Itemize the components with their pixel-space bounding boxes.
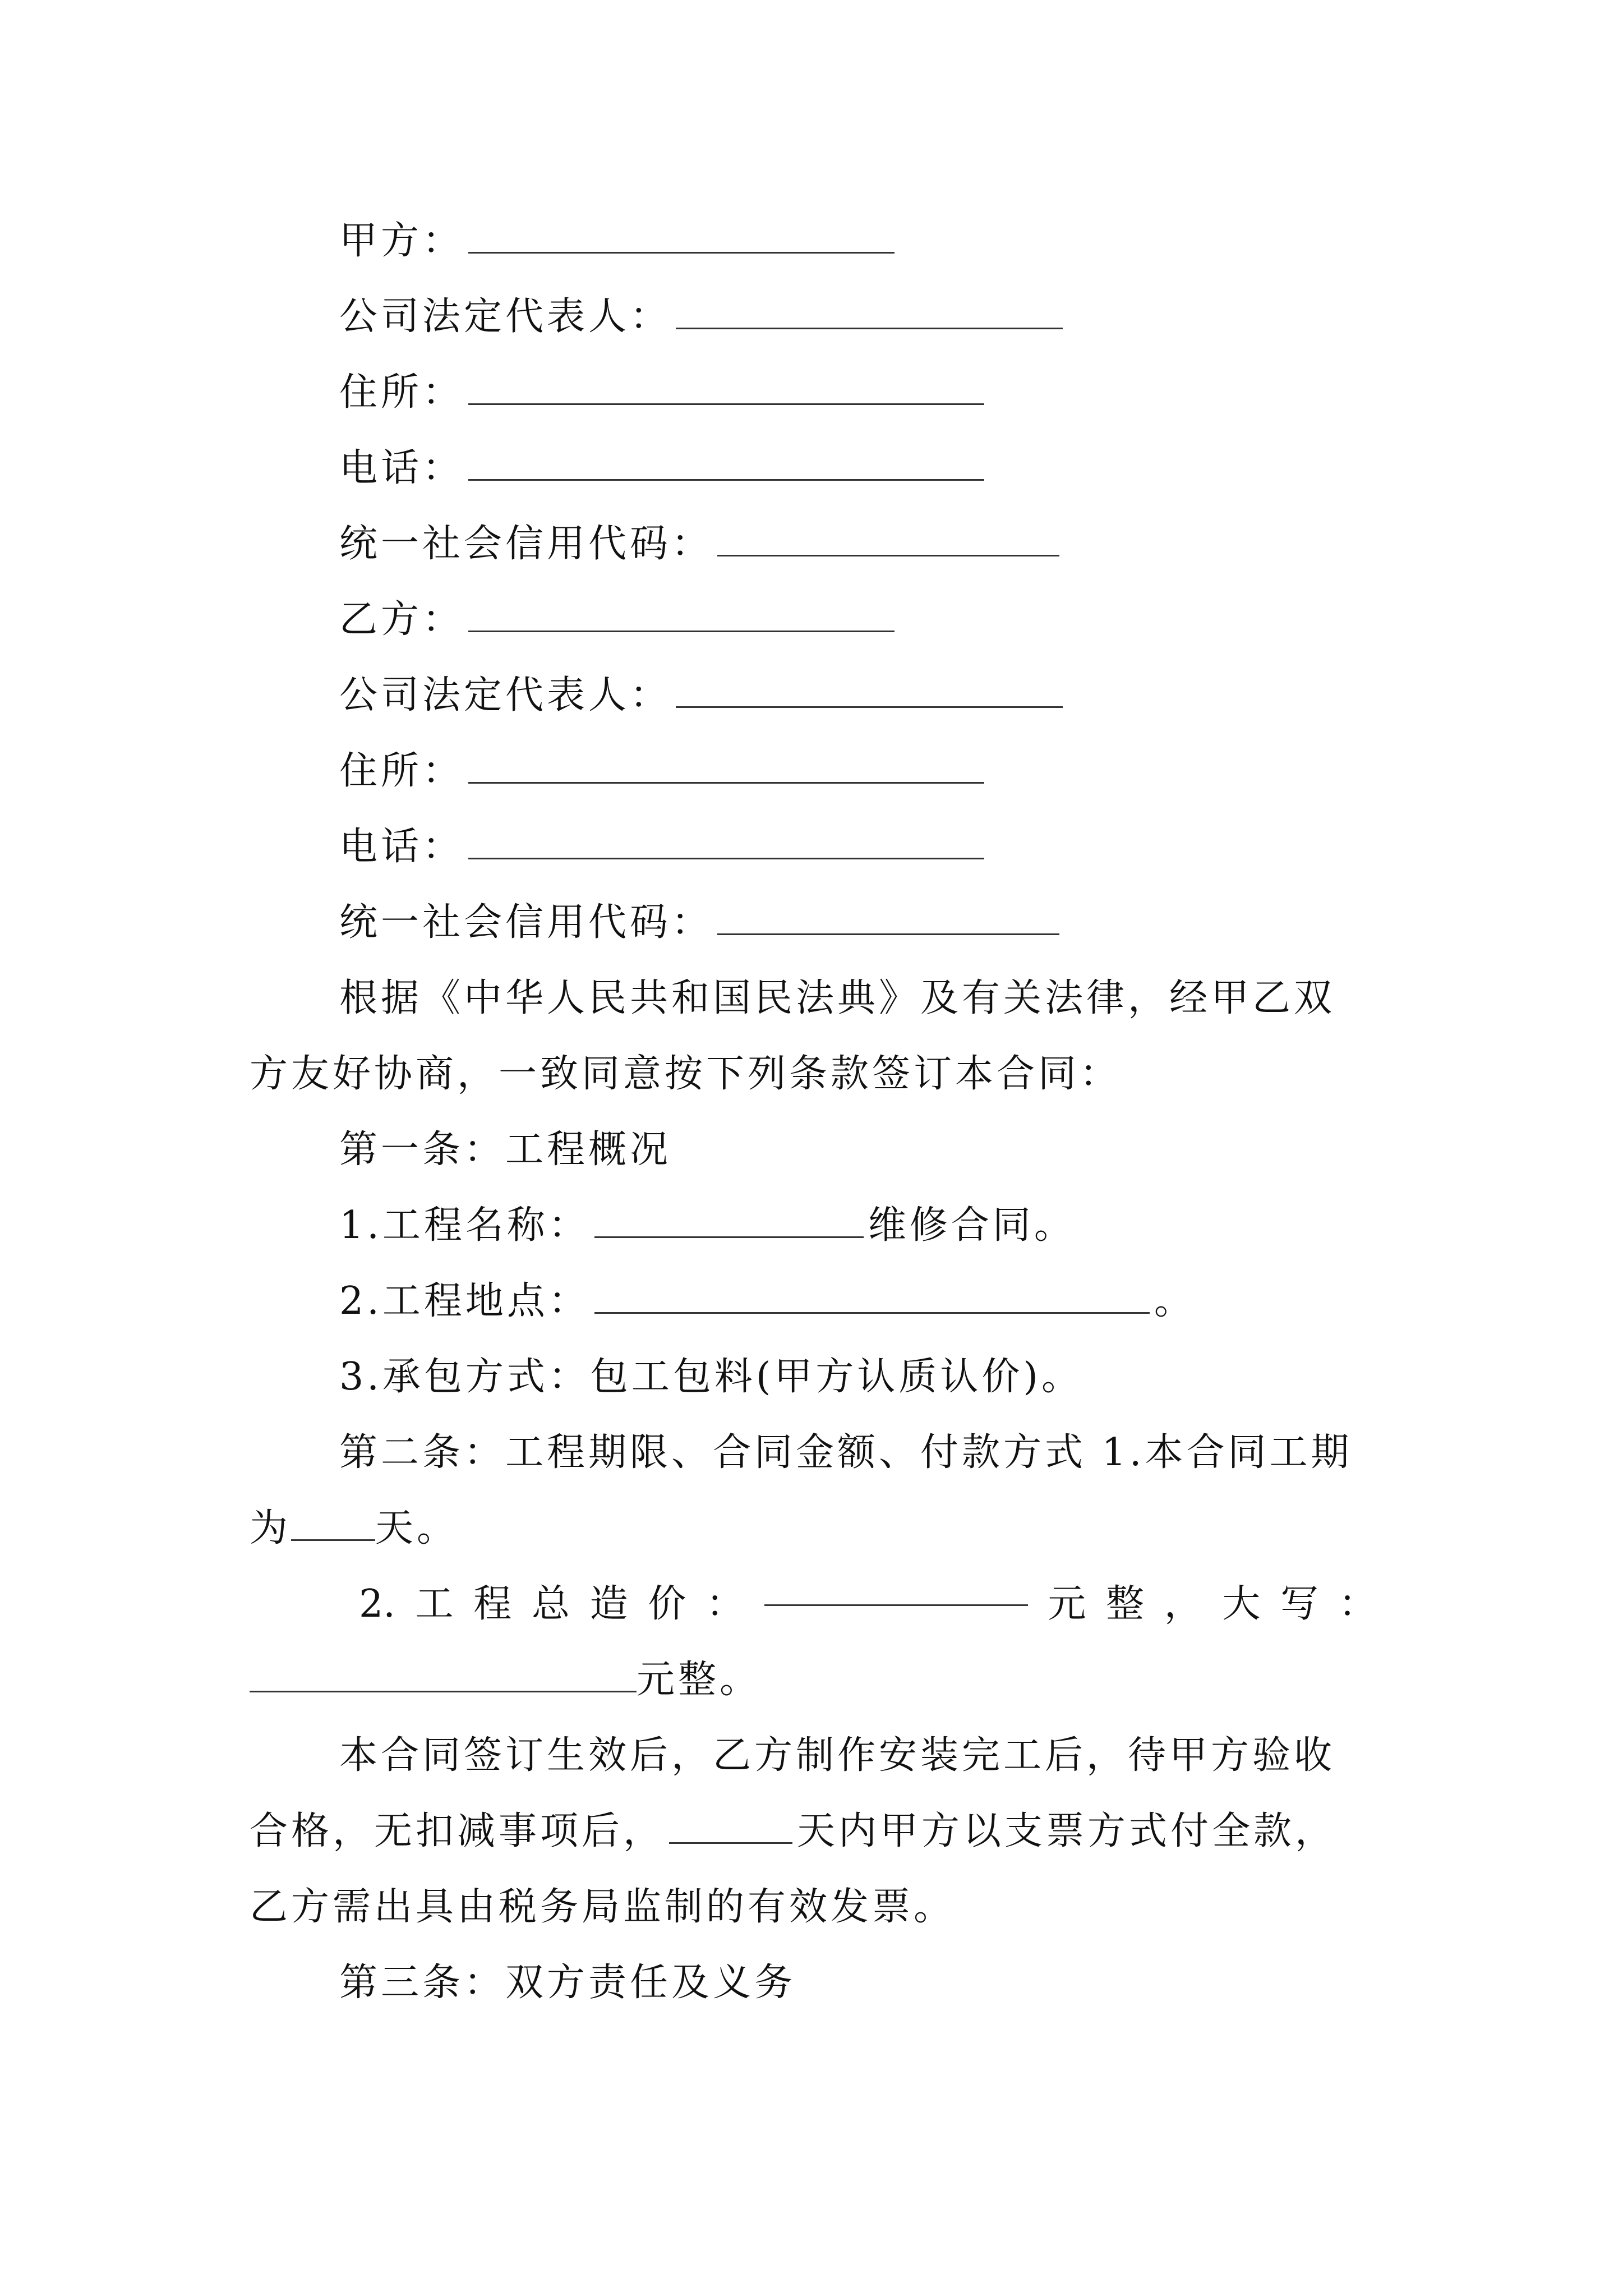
party-b-blank [468,597,895,632]
party-a-credit-blank [717,521,1059,556]
contract-method-line: 3.承包方式：包工包料(甲方认质认价)。 [339,1355,1083,1399]
party-a-addr-blank [468,370,984,405]
price-char: 大 [1222,1582,1261,1626]
party-a-rep-blank [676,294,1063,329]
price-char: ， [1164,1582,1202,1626]
project-name-blank [594,1203,864,1238]
party-b-line [339,586,1377,654]
price-char: 写 [1280,1582,1319,1626]
article-2-title-line: 第二条：工程期限、合同金额、付款方式 1.本合同工期 [339,1430,1353,1475]
project-location-blank [594,1278,1150,1314]
payment-days-blank [669,1809,792,1844]
party-b-rep-label: 公司法定代表人： [339,673,672,717]
duration-suffix: 天。 [375,1506,459,1550]
party-a-phone-label: 电话： [339,446,464,490]
price-char: 2. [359,1582,395,1626]
payment-line-2-suffix: 天内甲方以支票方式付全款， [797,1809,1337,1853]
party-a-phone-blank [468,445,984,481]
payment-line-2 [250,1798,1377,1865]
party-b-rep-line [339,662,1377,729]
duration-prefix: 为 [250,1506,292,1550]
project-name-label: 1.工程名称： [339,1203,590,1248]
total-price-uppercase-blank [250,1657,637,1692]
party-b-addr-blank [468,748,984,784]
project-location-label: 2.工程地点： [339,1279,590,1323]
party-b-credit-label: 统一社会信用代码： [339,900,713,945]
total-price-uppercase-suffix: 元整。 [637,1658,762,1702]
project-name-line [339,1192,1377,1259]
price-char: 整 [1106,1582,1145,1626]
party-b-phone-blank [468,824,984,859]
price-char: 元 [1048,1582,1086,1626]
party-a-rep-line [339,283,1377,351]
duration-blank [291,1506,375,1541]
party-b-phone-label: 电话： [339,825,464,869]
party-b-addr-line [339,738,1377,805]
intro-line-2: 方友好协商，一致同意按下列条款签订本合同： [250,1052,1122,1096]
party-a-phone-line [339,435,1377,502]
payment-line-1: 本合同签订生效后，乙方制作安装完工后，待甲方验收 [339,1733,1336,1778]
party-b-label: 乙方： [339,597,464,642]
party-a-addr-line [339,359,1377,426]
price-char: 工 [415,1582,454,1626]
party-b-addr-label: 住所： [339,749,464,793]
total-price-blank [764,1571,1028,1606]
price-char: 造 [589,1582,628,1626]
payment-line-3: 乙方需出具由税务局监制的有效发票。 [250,1885,956,1929]
party-a-rep-label: 公司法定代表人： [339,295,672,339]
party-a-line [339,208,1377,275]
intro-line-1: 根据《中华人民共和国民法典》及有关法律，经甲乙双 [339,976,1336,1020]
party-b-phone-line [339,813,1377,881]
price-char: 总 [531,1582,570,1626]
article-3-title: 第三条：双方责任及义务 [339,1961,796,2005]
project-location-line [339,1268,1377,1335]
article-1-title: 第一条：工程概况 [339,1128,672,1172]
party-a-label: 甲方： [339,219,464,263]
party-a-addr-label: 住所： [339,370,464,415]
total-price-line [359,1571,1377,1638]
price-char: 程 [473,1582,512,1626]
project-name-suffix: 维修合同。 [868,1203,1076,1248]
project-location-suffix: 。 [1154,1279,1196,1323]
party-b-credit-line [339,889,1377,956]
total-price-justified [359,1571,1377,1638]
payment-line-2-prefix: 合格，无扣减事项后， [250,1809,665,1853]
party-b-rep-blank [676,673,1063,708]
price-char: ： [706,1582,745,1626]
party-a-credit-label: 统一社会信用代码： [339,522,713,566]
party-b-credit-blank [717,900,1059,935]
party-a-credit-line [339,510,1377,578]
total-price-uppercase-line [250,1646,1377,1714]
price-char: ： [1338,1582,1377,1626]
party-a-blank [468,218,895,254]
duration-line [250,1495,1377,1562]
price-char: 价 [648,1582,686,1626]
